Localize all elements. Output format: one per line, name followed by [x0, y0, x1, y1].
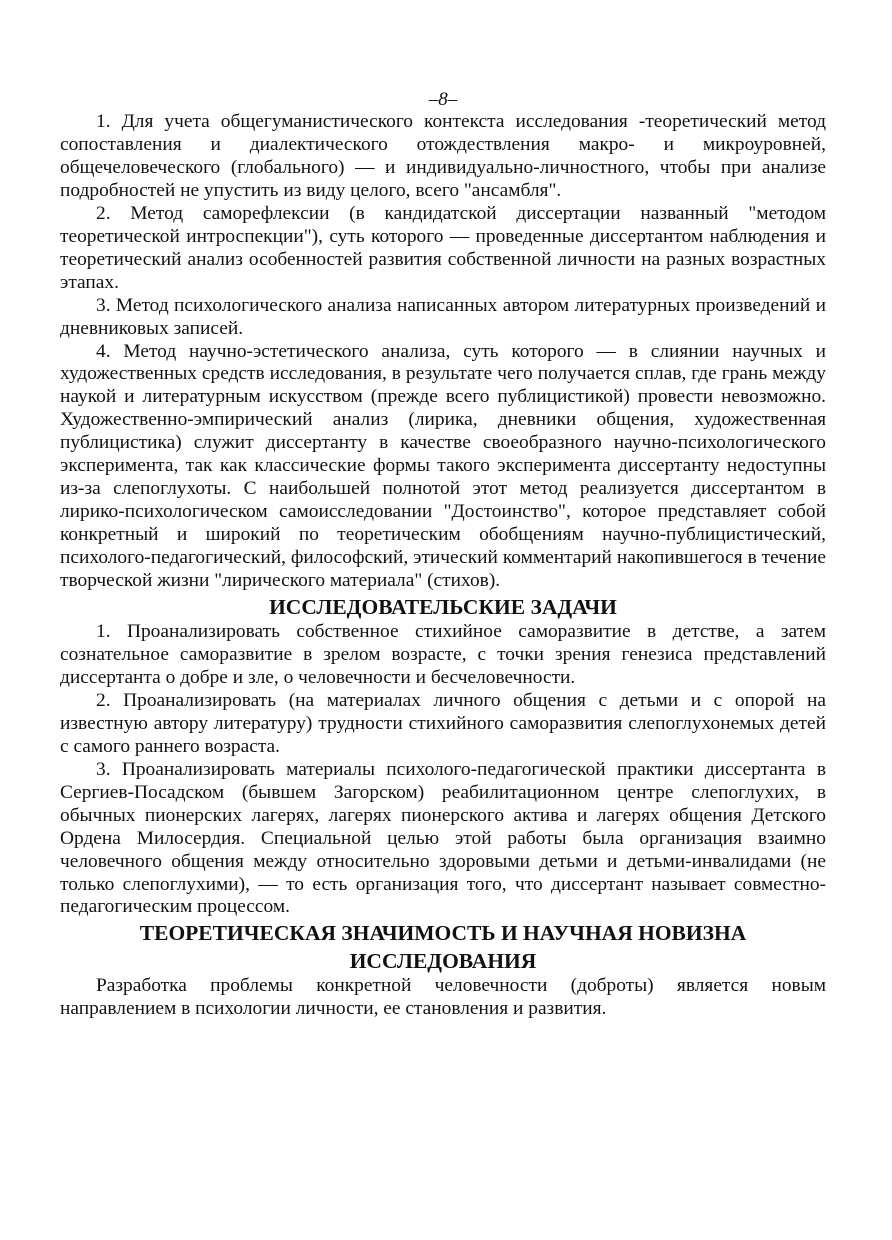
- method-paragraph-2: 2. Метод саморефлексии (в кандидатской диссертации названный "методом теоретической интроспекции"), суть которого — проведенные диссертантом наблюдения и теоретический анализ особенностей развития собственной личности на разных возрастных этапах.: [60, 202, 826, 293]
- significance-heading: [60, 919, 826, 975]
- method-paragraph-1: 1. Для учета общегуманистического контекста исследования -теоретический метод сопоставления и диалектического отождествления макро- и микроуровней, общечеловеческого (глобального) — и индивидуально-личностного, чтобы при анализе подробностей не упустить из виду целого, всего "ансамбля".: [60, 111, 826, 201]
- method-paragraph-3: 3. Метод психологического анализа написанных автором литературных произведений и дневниковых записей.: [60, 294, 826, 339]
- research-tasks-heading: ИССЛЕДОВАТЕЛЬСКИЕ ЗАДАЧИ: [269, 595, 617, 620]
- task-paragraph-2: 2. Проанализировать (на материалах личного общения с детьми и с опорой на известную автору литературу) трудности стихийного саморазвития слепоглухонемых детей с самого раннего возраста.: [60, 689, 826, 757]
- significance-paragraph-1: Разработка проблемы конкретной человечности (доброты) является новым направлением в психологии личности, ее становления и развития.: [60, 975, 826, 1020]
- tasks-section: [60, 621, 826, 919]
- document-page: [60, 88, 826, 1021]
- significance-heading-line-2: ИССЛЕДОВАНИЯ: [349, 949, 537, 974]
- method-paragraph-4: 4. Метод научно-эстетического анализа, суть которого — в слиянии научных и художественных средств исследования, в результате чего получается сплав, где грань между наукой и литературным искусством (прежде всего публицистикой) провести невозможно. Художественно-эмпирический анализ (лирика, дневники общения, художественная публицистика) служит диссертанту в качестве своеобразного научно-психологического эксперимента, так как классические формы такого эксперимента диссертанту недоступны из-за слепоглухоты. С наибольшей полнотой этот метод реализуется диссертантом в лирико-психологическом самоисследовании "Достоинство", которое представляет собой конкретный и широкий по теоретическим обобщениям научно-публицистический, психолого-педагогический, философский, этический комментарий накопившегося в течение творческой жизни "лирического материала" (стихов).: [60, 340, 826, 592]
- task-paragraph-3: 3. Проанализировать материалы психолого-педагогической практики диссертанта в Сергиев-Посадском (бывшем Загорском) реабилитационном центре слепоглухих, в обычных пионерских лагерях, лагерях пионерского актива и лагерях общения Детского Ордена Милосердия. Специальной целью этой работы была организация взаимно человечного общения между относительно здоровыми детьми и детьми-инвалидами (не только слепоглухими), — то есть организация того, что диссертант называет совместно-педагогическим процессом.: [60, 758, 826, 918]
- significance-heading-line-1: ТЕОРЕТИЧЕСКАЯ ЗНАЧИМОСТЬ И НАУЧНАЯ НОВИЗНА: [139, 921, 747, 946]
- page-number: –8–: [428, 89, 458, 110]
- significance-section: [60, 975, 826, 1021]
- task-paragraph-1: 1. Проанализировать собственное стихийное саморазвитие в детстве, а затем сознательное саморазвитие в зрелом возрасте, с точки зрения генезиса представлений диссертанта о добре и зле, о человечности и бесчеловечности.: [60, 621, 826, 688]
- methods-section: [60, 111, 826, 593]
